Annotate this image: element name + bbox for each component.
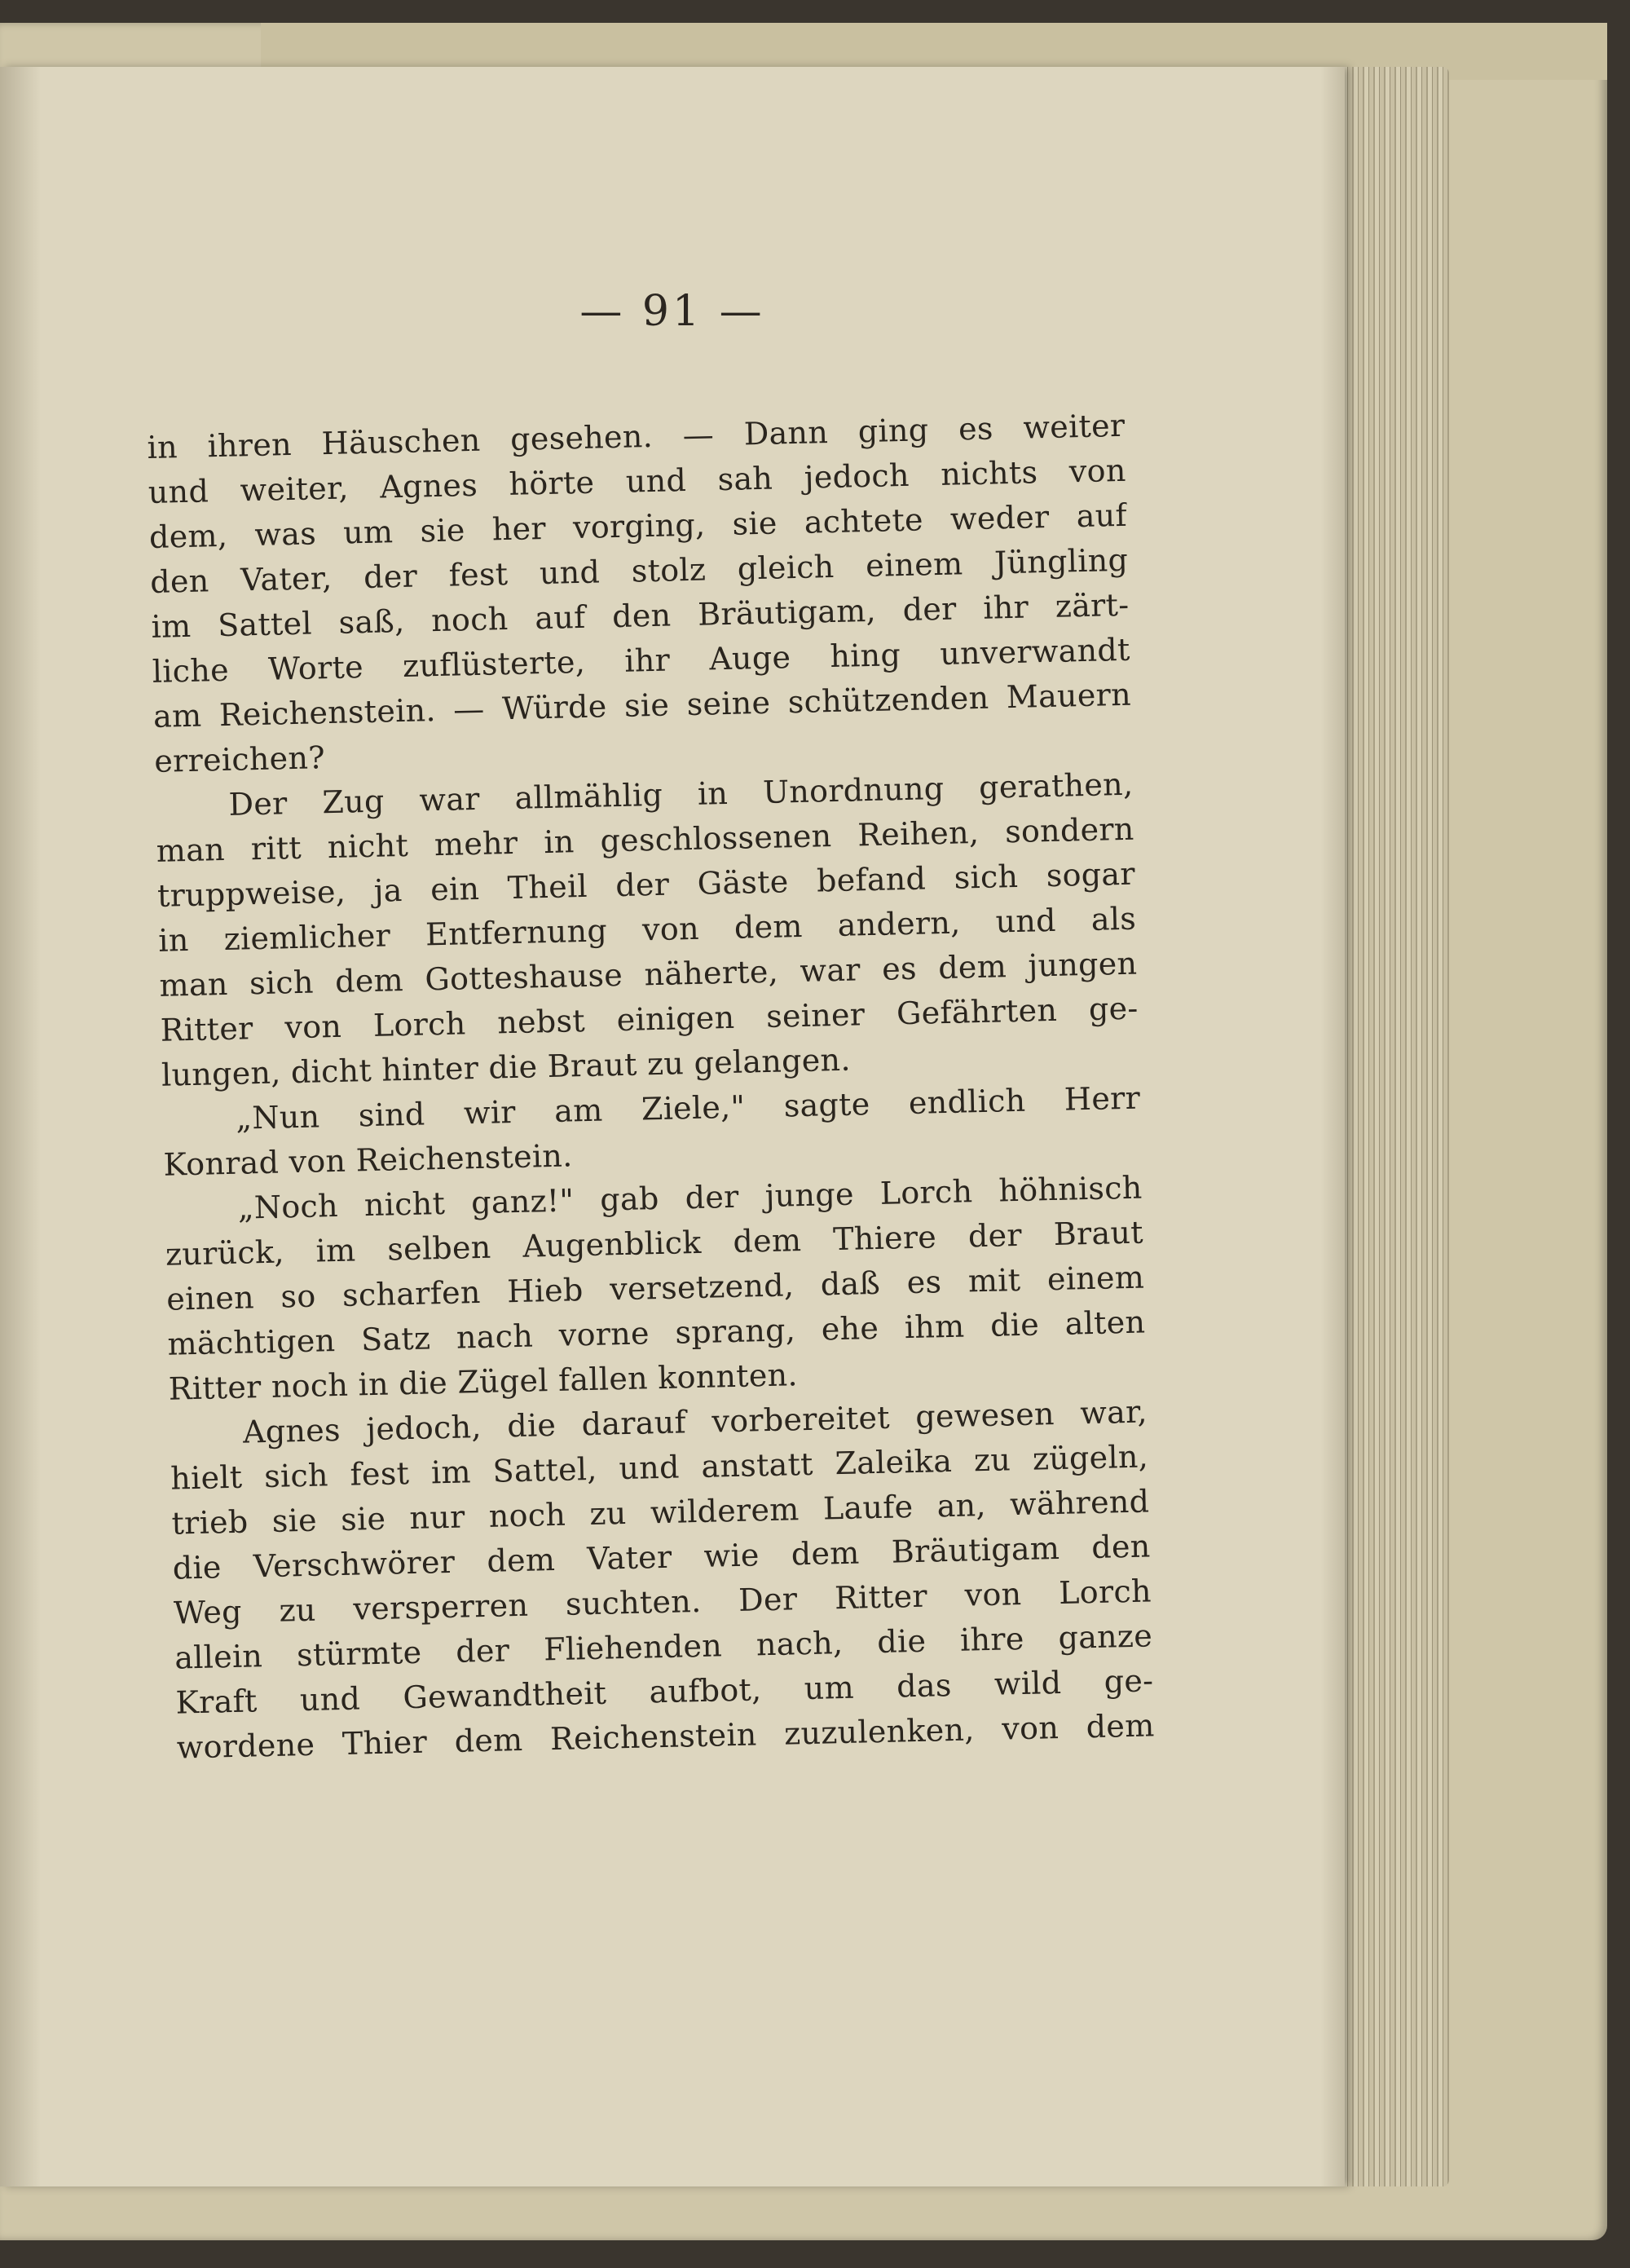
- text-line: erreichen?: [153, 739, 326, 779]
- text-line: wordene Thier dem Reichenstein zuzulenken, von dem: [176, 1707, 1155, 1766]
- text-line: man ritt nicht mehr in geschlossenen Reihen, sondern: [156, 810, 1135, 869]
- text-line: liche Worte zuflüsterte, ihr Auge hing unverwandt: [152, 631, 1131, 690]
- text-line: „Noch nicht ganz!" gab der junge Lorch höhnisch: [237, 1169, 1143, 1226]
- text-line: Weg zu versperren suchten. Der Ritter von Lorch: [173, 1573, 1152, 1631]
- text-line: lungen, dicht hinter die Braut zu gelangen.: [161, 1041, 852, 1093]
- text-line: „Nun sind wir am Ziele," sagte endlich Herr: [235, 1079, 1141, 1136]
- page-stack-edges: [1327, 67, 1449, 2186]
- book-page: [0, 67, 1345, 2186]
- text-line: in ihren Häuschen gesehen. — Dann ging es weiter: [147, 407, 1126, 466]
- text-line: hielt sich fest im Sattel, und anstatt Zaleika zu zügeln,: [170, 1438, 1149, 1497]
- text-line: den Vater, der fest und stolz gleich einem Jüngling: [149, 541, 1129, 600]
- text-line: man sich dem Gotteshause näherte, war es dem jungen: [159, 945, 1138, 1004]
- text-line: Ritter noch in die Zügel fallen konnten.: [168, 1357, 799, 1407]
- text-line: die Verschwörer dem Vater wie dem Bräutigam den: [172, 1528, 1151, 1586]
- text-line: allein stürmte der Fliehenden nach, die ihre ganze: [174, 1617, 1153, 1676]
- text-line: Der Zug war allmählig in Unordnung gerathen,: [228, 766, 1134, 823]
- text-line: zurück, im selben Augenblick dem Thiere der Braut: [165, 1214, 1144, 1273]
- text-line: Kraft und Gewandtheit aufbot, um das wild ge-: [175, 1662, 1154, 1721]
- text-line: mächtigen Satz nach vorne sprang, ehe ihm die alten: [167, 1304, 1146, 1362]
- text-line: im Sattel saß, noch auf den Bräutigam, der ihr zärt-: [151, 586, 1130, 645]
- text-line: truppweise, ja ein Theil der Gäste befand sich sogar: [156, 855, 1136, 914]
- text-line: am Reichenstein. — Würde sie seine schützenden Mauern: [152, 676, 1132, 735]
- body-text: [147, 404, 1155, 1771]
- text-line: trieb sie sie nur noch zu wilderem Laufe an, während: [171, 1483, 1150, 1542]
- text-line: Konrad von Reichenstein.: [163, 1137, 573, 1183]
- text-line: in ziemlicher Entfernung von dem andern, und als: [157, 900, 1137, 959]
- text-line: dem, was um sie her vorging, sie achtete weder auf: [148, 496, 1128, 555]
- text-line: Agnes jedoch, die darauf vorbereitet gewesen war,: [242, 1393, 1148, 1450]
- text-line: einen so scharfen Hieb versetzend, daß es mit einem: [165, 1259, 1145, 1317]
- page-number: — 91 —: [579, 287, 765, 336]
- text-line: und weiter, Agnes hörte und sah jedoch nichts von: [148, 452, 1127, 510]
- text-line: Ritter von Lorch nebst einigen seiner Gefährten ge-: [160, 990, 1139, 1048]
